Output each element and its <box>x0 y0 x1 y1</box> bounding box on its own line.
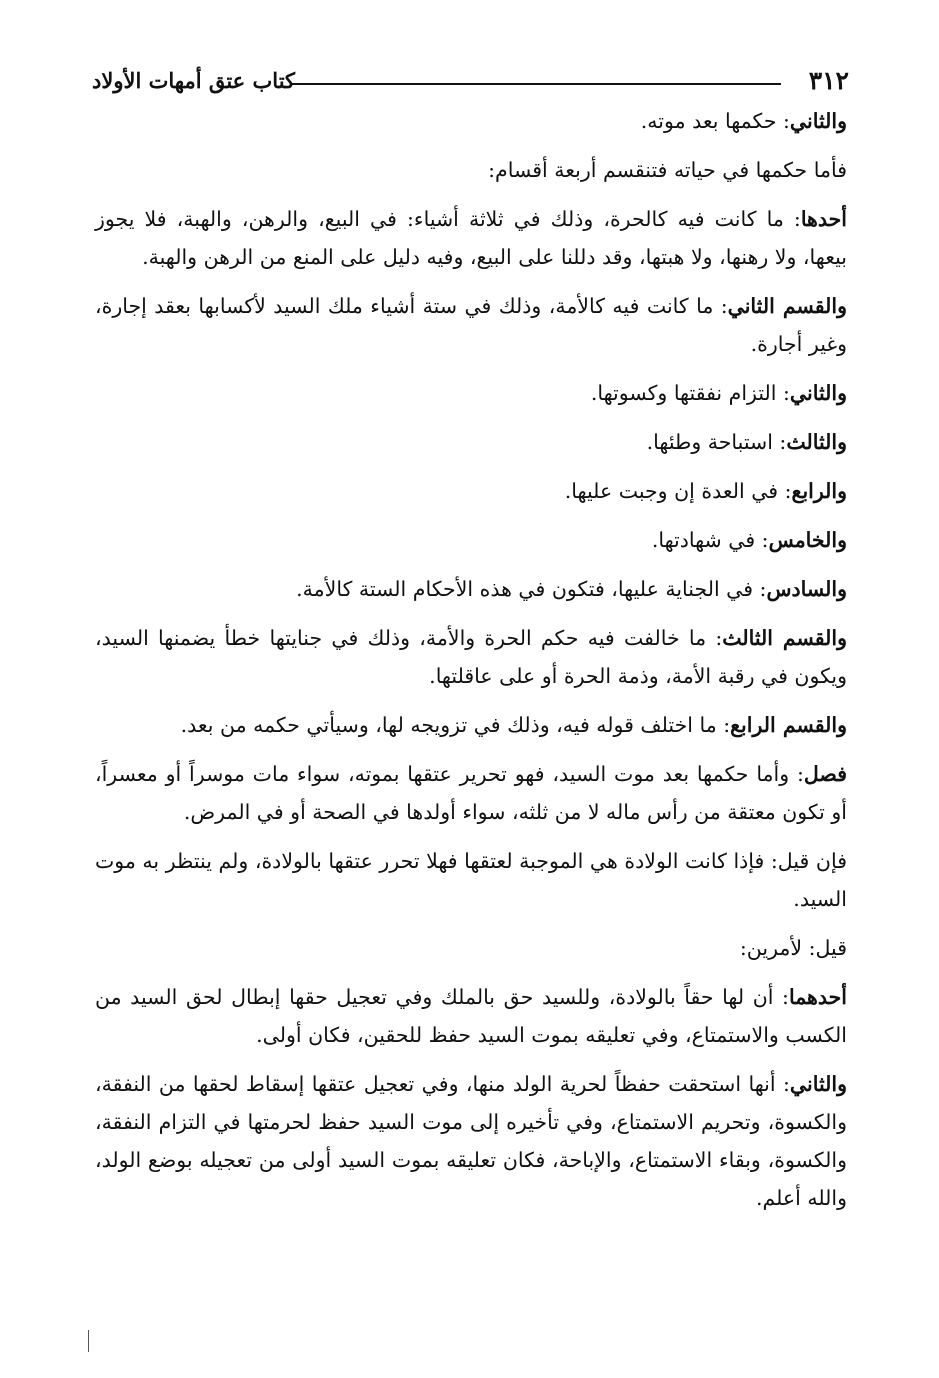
paragraph-lead: والسادس <box>766 577 847 601</box>
paragraph-text: : في الجناية عليها، فتكون في هذه الأحكام الستة كالأمة. <box>296 577 767 601</box>
paragraph-text: : ما كانت فيه كالأمة، وذلك في ستة أشياء ملك السيد لأكسابها بعقد إجارة، وغير أجارة. <box>95 294 847 356</box>
paragraph <box>95 755 847 831</box>
margin-mark <box>88 1330 89 1352</box>
paragraph-text: : التزام نفقتها وكسوتها. <box>590 381 790 405</box>
paragraph-lead: والثاني <box>789 1072 847 1096</box>
paragraph-text: : أنها استحقت حفظاً لحرية الولد منها، وفي تعجيل عتقها إسقاط لحقها من النفقة، والكسوة، وتحريم الاستمتاع، وفي تأخيره إلى موت السيد حفظ لحرمتها في التزام النفقة، والكسوة، وبقاء الاستمتاع، والإباحة، فكان تعليقه بموت السيد أولى من تعجيله بوضع الولد، والله أعلم. <box>95 1072 847 1210</box>
paragraph-text: : ما خالفت فيه حكم الحرة والأمة، وذلك في جنايتها خطأ يضمنها السيد، ويكون في رقبة الأمة، وذمة الحرة أو على عاقلتها. <box>95 626 847 688</box>
paragraph-lead: والثاني <box>789 381 847 405</box>
paragraph-text: : ما كانت فيه كالحرة، وذلك في ثلاثة أشياء: في البيع، والرهن، والهبة، فلا يجوز بيعها، ولا رهنها، ولا هبتها، وقد دللنا على البيع، وفيه دليل على المنع من الرهن والهبة. <box>95 207 847 269</box>
paragraph-text: قيل: لأمرين: <box>739 936 847 960</box>
paragraph-text: : أن لها حقاً بالولادة، وللسيد حق بالملك وفي تعجيل حقها إبطال لحق السيد من الكسب والاستمتاع، وفي تعليقه بموت السيد حفظ للحقين، فكان أولى. <box>95 985 847 1047</box>
paragraph <box>95 978 847 1054</box>
page-body <box>95 102 847 1228</box>
paragraph-lead: والثاني <box>789 109 847 133</box>
paragraph <box>95 619 847 695</box>
paragraph-lead: والقسم الرابع <box>730 713 847 737</box>
paragraph <box>95 151 847 189</box>
paragraph-text: : استباحة وطئها. <box>646 430 787 454</box>
paragraph-lead: والقسم الثالث <box>722 626 847 650</box>
paragraph-lead: أحدهما <box>788 985 847 1009</box>
paragraph-lead: والثالث <box>786 430 847 454</box>
paragraph <box>95 472 847 510</box>
paragraph <box>95 842 847 918</box>
paragraph-lead: والقسم الثاني <box>727 294 847 318</box>
page-number: ٣١٢ <box>808 66 849 95</box>
paragraph-text: : وأما حكمها بعد موت السيد، فهو تحرير عتقها بموته، سواء مات موسراً أو معسراً، أو تكون معتقة من رأس ماله لا من ثلثه، سواء أولدها في الصحة أو في المرض. <box>95 762 847 824</box>
paragraph-text: فأما حكمها في حياته فتنقسم أربعة أقسام: <box>488 158 847 182</box>
paragraph-lead: والخامس <box>768 528 847 552</box>
paragraph <box>95 706 847 744</box>
paragraph-text: : ما اختلف قوله فيه، وذلك في تزويجه لها، وسيأتي حكمه من بعد. <box>180 713 731 737</box>
paragraph <box>95 570 847 608</box>
header-rule <box>292 83 781 85</box>
paragraph <box>95 200 847 276</box>
paragraph-lead: فصل <box>803 762 847 786</box>
paragraph <box>95 287 847 363</box>
paragraph-text: فإن قيل: فإذا كانت الولادة هي الموجبة لعتقها فهلا تحرر عتقها بالولادة، ولم ينتظر به موت السيد. <box>95 849 847 911</box>
page-header <box>92 64 849 98</box>
paragraph-lead: أحدها <box>800 207 847 231</box>
paragraph <box>95 521 847 559</box>
paragraph <box>95 1065 847 1217</box>
paragraph <box>95 102 847 140</box>
paragraph <box>95 374 847 412</box>
paragraph-text: : حكمها بعد موته. <box>640 109 790 133</box>
paragraph <box>95 929 847 967</box>
paragraph-lead: والرابع <box>791 479 847 503</box>
paragraph-text: : في شهادتها. <box>651 528 769 552</box>
running-title: كتاب عتق أمهات الأولاد <box>92 68 296 93</box>
paragraph <box>95 423 847 461</box>
paragraph-text: : في العدة إن وجبت عليها. <box>564 479 792 503</box>
